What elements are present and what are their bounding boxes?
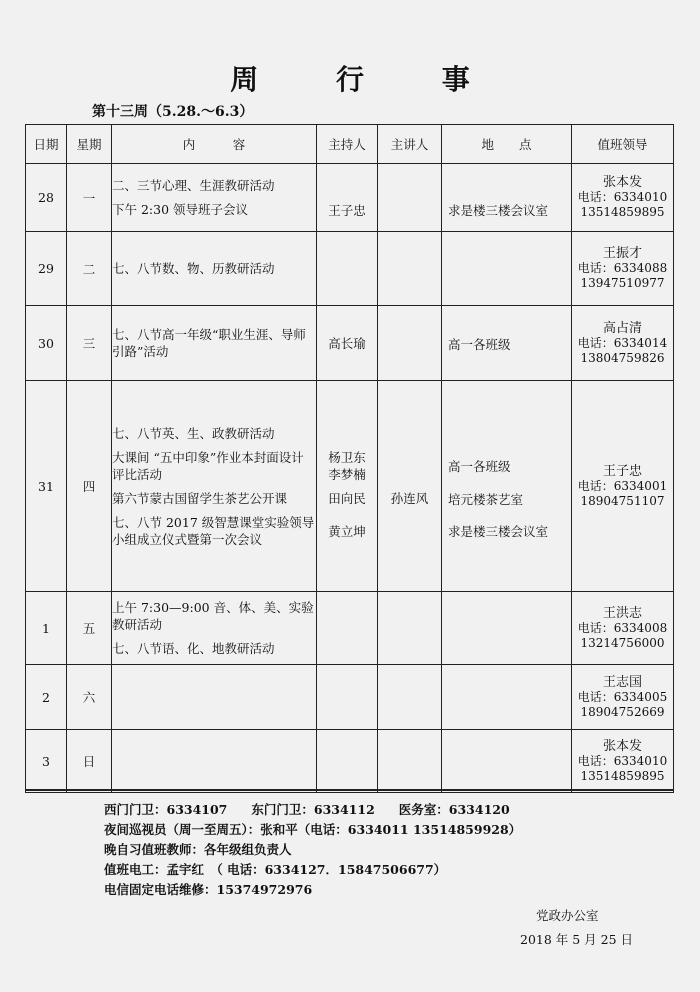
west-gate: 西门门卫：6334107 xyxy=(104,802,228,817)
date-cell: 31 xyxy=(26,381,67,592)
speaker-item xyxy=(378,335,441,352)
host-cell xyxy=(317,164,378,232)
place-cell xyxy=(442,730,572,793)
leader-cell xyxy=(572,164,674,232)
host-cell xyxy=(317,306,378,381)
date-cell: 29 xyxy=(26,232,67,306)
weekday-cell: 四 xyxy=(67,381,112,592)
schedule-table xyxy=(25,124,674,793)
place-item xyxy=(442,178,571,195)
leader-name: 王志国 xyxy=(602,674,642,690)
place-cell xyxy=(442,306,572,381)
speaker-item xyxy=(378,425,441,442)
speaker-cell xyxy=(378,232,442,306)
leader-mobile: 13514859895 xyxy=(580,205,665,219)
leader-phone: 电话：6334008 xyxy=(577,620,668,635)
table-bottom-rule xyxy=(25,789,673,791)
table-row xyxy=(26,232,674,306)
speaker-cell xyxy=(378,665,442,730)
leader-cell xyxy=(572,381,674,592)
content-item: 七、八节高一年级“职业生涯、导师引路”活动 xyxy=(112,327,306,359)
col-weekday: 星期 xyxy=(67,125,112,164)
place-item: 求是楼三楼会议室 xyxy=(448,203,549,218)
speaker-item: 孙连风 xyxy=(390,491,429,506)
weekday-cell: 三 xyxy=(67,306,112,381)
leader-cell xyxy=(572,306,674,381)
date-cell: 30 xyxy=(26,306,67,381)
speaker-item xyxy=(378,523,441,540)
place-item: 培元楼茶艺室 xyxy=(448,491,524,507)
place-cell xyxy=(442,381,572,592)
leader-mobile: 13947510977 xyxy=(580,276,665,290)
date-cell: 3 xyxy=(26,730,67,793)
date-cell: 1 xyxy=(26,592,67,665)
duty-leader xyxy=(572,464,673,509)
content-item: 第六节蒙古国留学生茶艺公开课 xyxy=(112,490,288,506)
content-item: 上午 7:30—9:00 音、体、美、实验教研活动 xyxy=(112,600,314,632)
table-row xyxy=(26,665,674,730)
host-item xyxy=(317,261,377,278)
host-item: 高长瑜 xyxy=(328,336,366,351)
table-row xyxy=(26,730,674,793)
place-cell xyxy=(442,592,572,665)
leader-name: 张本发 xyxy=(602,738,642,754)
duty-leader xyxy=(572,739,673,784)
footer-contacts xyxy=(104,800,521,900)
content-cell xyxy=(112,306,317,381)
content-cell xyxy=(112,665,317,730)
leader-phone: 电话：6334088 xyxy=(577,261,668,275)
host-item xyxy=(317,425,377,442)
content-cell xyxy=(112,232,317,306)
weekday-cell: 二 xyxy=(67,232,112,306)
content-item: 下午 2:30 领导班子会议 xyxy=(112,202,249,217)
place-item xyxy=(442,261,571,278)
leader-name: 王洪志 xyxy=(602,605,642,621)
weekday-cell: 六 xyxy=(67,665,112,730)
leader-cell xyxy=(572,665,674,730)
content-cell xyxy=(112,164,317,232)
date-cell: 2 xyxy=(26,665,67,730)
content-item: 七、八节数、物、历教研活动 xyxy=(112,261,275,276)
content-item: 七、八节语、化、地教研活动 xyxy=(112,641,275,656)
leader-mobile: 13514859895 xyxy=(580,768,665,783)
leader-mobile: 18904752669 xyxy=(580,704,665,719)
leader-name: 王振才 xyxy=(602,246,642,261)
speaker-item xyxy=(378,178,441,195)
leader-cell xyxy=(572,232,674,306)
col-place: 地 点 xyxy=(442,125,572,164)
clinic: 医务室：6334120 xyxy=(398,802,510,817)
speaker-item xyxy=(378,608,441,625)
electrician: 值班电工：孟宇红 （ 电话： xyxy=(104,862,265,877)
content-item: 七、八节英、生、政教研活动 xyxy=(112,425,275,441)
col-host: 主持人 xyxy=(317,125,378,164)
content-cell xyxy=(112,730,317,793)
content-item: 二、三节心理、生涯教研活动 xyxy=(112,178,275,193)
speaker-item xyxy=(378,458,441,475)
place-item: 高一各班级 xyxy=(448,336,511,352)
host-item xyxy=(317,178,377,195)
col-date: 日期 xyxy=(26,125,67,164)
host-cell xyxy=(317,592,378,665)
weekday-cell: 五 xyxy=(67,592,112,665)
content-item: 大课间 “五中印象”作业本封面设计评比活动 xyxy=(112,449,304,482)
host-item: 田向民 xyxy=(328,491,366,506)
leader-cell xyxy=(572,592,674,665)
header-row xyxy=(26,125,674,164)
content-item: 七、八节 2017 级智慧课堂实验领导小组成立仪式暨第一次会议 xyxy=(112,514,315,547)
leader-phone: 电话：6334010 xyxy=(577,753,668,768)
table-row xyxy=(26,592,674,665)
signature-office: 党政办公室 xyxy=(536,908,599,923)
speaker-item xyxy=(378,261,441,278)
leader-mobile: 18904751107 xyxy=(580,493,665,508)
speaker-item xyxy=(378,202,441,219)
table-row xyxy=(26,306,674,381)
col-speaker: 主讲人 xyxy=(378,125,442,164)
duty-leader xyxy=(572,246,673,291)
host-cell xyxy=(317,665,378,730)
weekday-cell: 日 xyxy=(67,730,112,793)
leader-name: 高占清 xyxy=(602,320,642,336)
place-item: 求是楼三楼会议室 xyxy=(448,524,549,539)
week-range: 第十三周（5.28.～6.3） xyxy=(92,104,254,120)
content-cell xyxy=(112,592,317,665)
duty-leader xyxy=(572,606,673,651)
host-item: 杨卫东 李梦楠 xyxy=(328,450,366,482)
page-title: 周 行 事 xyxy=(230,63,504,96)
night-patrol: 夜间巡视员（周一至周五）：张和平（电话：6334011 13514859928） xyxy=(104,822,522,837)
host-item xyxy=(317,608,377,625)
electrician-phones: 6334127．15847506677 xyxy=(264,862,434,877)
speaker-cell xyxy=(378,730,442,793)
place-item xyxy=(442,425,571,442)
east-gate: 东门门卫：6334112 xyxy=(251,802,375,817)
speaker-cell xyxy=(378,306,442,381)
place-cell xyxy=(442,232,572,306)
signature-date: 2018 年 5 月 25 日 xyxy=(520,932,634,947)
telecom: 电信固定电话维修：15374972976 xyxy=(104,882,313,897)
table-row xyxy=(26,164,674,232)
col-leader: 值班领导 xyxy=(572,125,674,164)
col-content: 内 容 xyxy=(112,125,317,164)
host-cell xyxy=(317,730,378,793)
leader-phone: 电话：6334014 xyxy=(577,335,668,350)
duty-leader xyxy=(572,321,673,366)
speaker-cell xyxy=(378,381,442,592)
leader-cell xyxy=(572,730,674,793)
place-item: 高一各班级 xyxy=(448,459,511,474)
host-cell xyxy=(317,381,378,592)
date-cell: 28 xyxy=(26,164,67,232)
leader-name: 张本发 xyxy=(602,175,642,190)
table-row xyxy=(26,381,674,592)
host-cell xyxy=(317,232,378,306)
content-cell xyxy=(112,381,317,592)
speaker-cell xyxy=(378,164,442,232)
leader-mobile: 13214756000 xyxy=(580,635,665,650)
host-item: 黄立坤 xyxy=(328,523,366,539)
leader-mobile: 13804759826 xyxy=(580,350,665,365)
leader-name: 王子忠 xyxy=(602,463,642,479)
leader-phone: 电话：6334001 xyxy=(577,478,668,493)
weekday-cell: 一 xyxy=(67,164,112,232)
speaker-cell xyxy=(378,592,442,665)
duty-leader xyxy=(572,675,673,720)
place-cell xyxy=(442,164,572,232)
duty-leader xyxy=(572,175,673,220)
place-cell xyxy=(442,665,572,730)
leader-phone: 电话：6334005 xyxy=(577,689,668,704)
leader-phone: 电话：6334010 xyxy=(577,190,668,204)
electrician-end: ） xyxy=(433,862,447,877)
host-item: 王子忠 xyxy=(328,202,366,218)
place-item xyxy=(442,608,571,625)
self-study: 晚自习值班教师：各年级组负责人 xyxy=(104,842,292,857)
